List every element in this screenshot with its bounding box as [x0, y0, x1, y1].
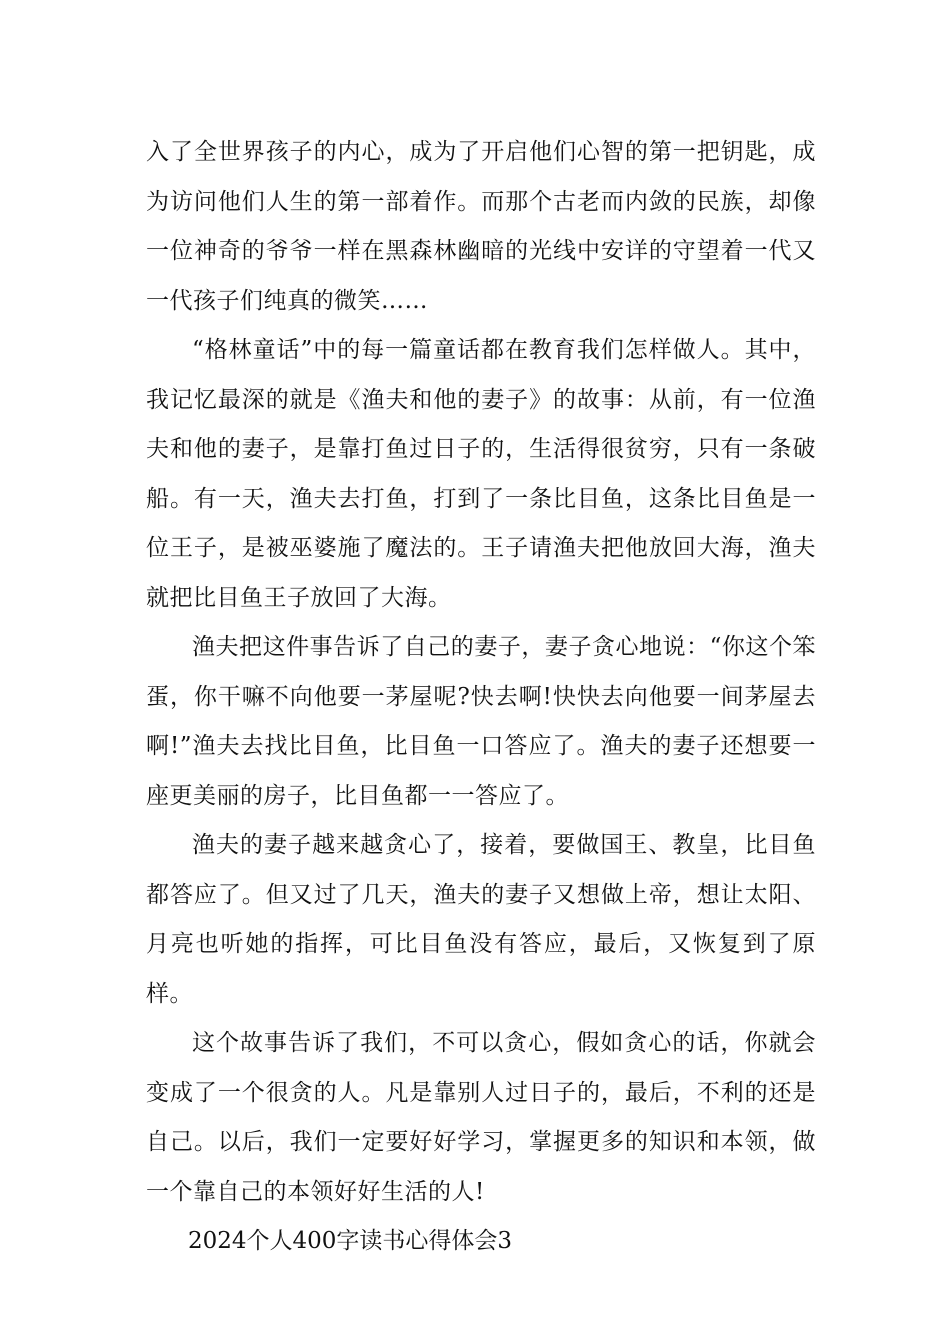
paragraph-continuation: 入了全世界孩子的内心，成为了开启他们心智的第一把钥匙，成为访问他们人生的第一部着作。而那个古老而内敛的民族，却像一位神奇的爷爷一样在黑森林幽暗的光线中安详的守望着一代又一代孩子们纯真的微笑……: [146, 139, 816, 314]
document-body: [146, 128, 816, 1267]
paragraph-more-greed: 渔夫的妻子越来越贪心了，接着，要做国王、教皇，比目鱼都答应了。但又过了几天，渔夫的妻子又想做上帝，想让太阳、月亮也听她的指挥，可比目鱼没有答应，最后，又恢复到了原样。: [146, 832, 816, 1007]
paragraph-moral: 这个故事告诉了我们，不可以贪心，假如贪心的话，你就会变成了一个很贪的人。凡是靠别人过日子的，最后，不利的还是自己。以后，我们一定要好好学习，掌握更多的知识和本领，做一个靠自己的本领好好生活的人!: [146, 1030, 816, 1205]
paragraph-grimm-intro: “格林童话”中的每一篇童话都在教育我们怎样做人。其中，我记忆最深的就是《渔夫和他的妻子》的故事：从前，有一位渔夫和他的妻子，是靠打鱼过日子的，生活得很贫穷，只有一条破船。有一天，渔夫去打鱼，打到了一条比目鱼，这条比目鱼是一位王子，是被巫婆施了魔法的。王子请渔夫把他放回大海，渔夫就把比目鱼王子放回了大海。: [146, 337, 816, 611]
paragraph-wife-greed: 渔夫把这件事告诉了自己的妻子，妻子贪心地说：“你这个笨蛋，你干嘛不向他要一茅屋呢?快去啊!快快去向他要一间茅屋去啊!”渔夫去找比目鱼，比目鱼一口答应了。渔夫的妻子还想要一座更美丽的房子，比目鱼都一一答应了。: [146, 634, 816, 809]
section-heading: 2024个人400字读书心得体会3: [188, 1228, 513, 1254]
